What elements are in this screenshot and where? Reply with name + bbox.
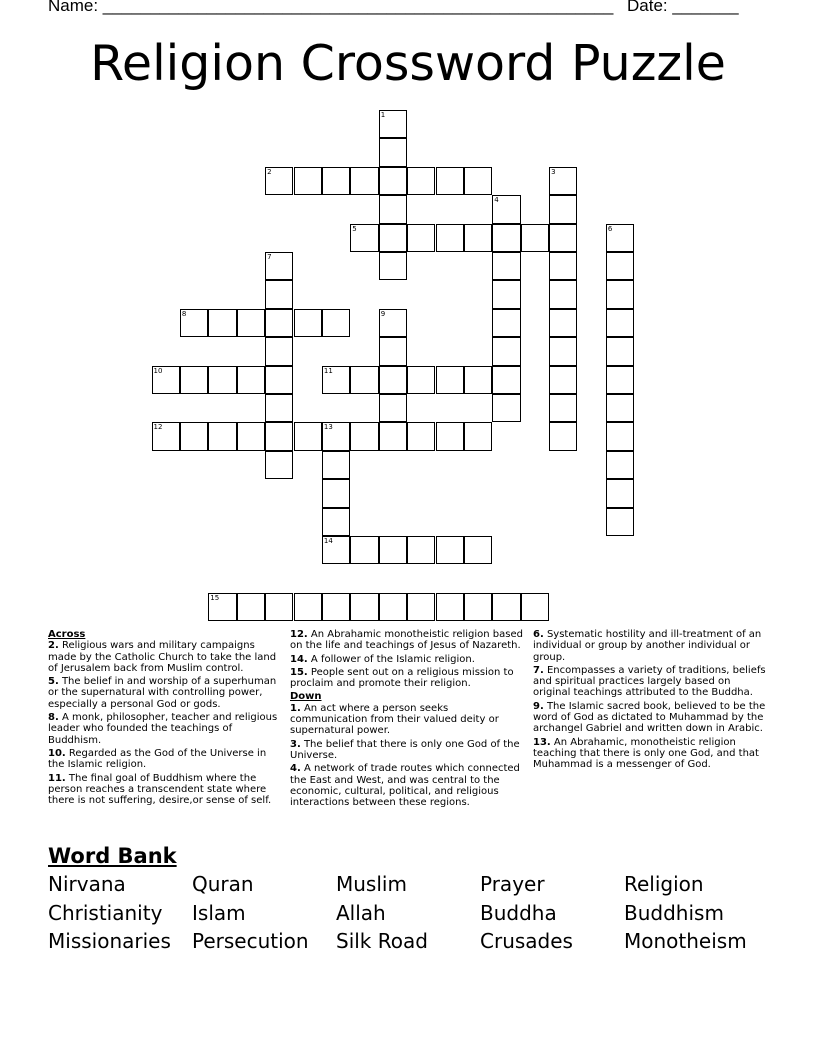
crossword-cell[interactable] [379,224,407,252]
crossword-cell[interactable] [606,451,634,479]
crossword-cell[interactable] [237,366,265,394]
crossword-cell[interactable] [180,309,208,337]
word-bank-item: Persecution [192,929,309,954]
clues-column-2 [290,629,526,810]
clue-across-10: 10. Regarded as the God of the Universe in the Islamic religion. [48,747,267,771]
word-bank-item: Buddhism [624,900,724,925]
word-bank-item: Buddha [480,900,557,925]
clues-column-3 [533,629,769,773]
crossword-cell[interactable] [322,422,350,450]
crossword-cell[interactable] [237,422,265,450]
crossword-cell[interactable] [407,593,435,621]
crossword-cell[interactable] [606,366,634,394]
cell-number: 14 [323,537,333,545]
crossword-cell[interactable] [436,422,464,450]
clue-across-5: 5. The belief in and worship of a superhuman or the supernatural with controlling power, especially a personal God or gods. [48,676,277,710]
across-heading: Across [48,629,86,640]
clues-column-1 [48,629,284,808]
crossword-cell[interactable] [606,394,634,422]
crossword-cell[interactable] [322,366,350,394]
crossword-cell[interactable] [606,479,634,507]
cell-number: 13 [323,423,333,432]
crossword-cell[interactable] [265,309,293,337]
crossword-cell[interactable] [407,422,435,450]
clue-down-3: 3. The belief that there is only one God of the Universe. [290,738,520,761]
crossword-cell[interactable] [606,309,634,337]
crossword-cell[interactable] [379,366,407,394]
crossword-cell[interactable] [265,167,293,195]
clue-down-4: 4. A network of trade routes which connected the East and West, and was central to the economic, cultural, political, and religious interactions between these regions. [290,763,520,809]
crossword-cell[interactable] [492,195,520,223]
crossword-cell[interactable] [606,224,634,252]
crossword-cell[interactable] [436,593,464,621]
crossword-cell[interactable] [436,167,464,195]
crossword-cell[interactable] [294,422,322,450]
clue-down-7: 7. Encompasses a variety of traditions, beliefs and spiritual practices largely based on original teachings attributed to the Buddha. [533,664,766,699]
crossword-cell[interactable] [379,422,407,450]
crossword-cell[interactable] [350,167,378,195]
crossword-cell[interactable] [407,167,435,195]
crossword-cell[interactable] [464,366,492,394]
cell-number: 7 [267,253,272,261]
crossword-cell[interactable] [322,479,350,507]
clue-across-14: 14. A follower of the Islamic religion. [290,653,475,665]
cell-number: 9 [380,309,386,318]
crossword-cell[interactable] [407,366,435,394]
cell-number: 10 [153,366,163,375]
crossword-cell[interactable] [322,536,350,564]
crossword-cell[interactable] [265,366,293,394]
crossword-cell[interactable] [492,394,520,422]
crossword-cell[interactable] [265,394,293,422]
cell-number: 11 [323,366,333,375]
crossword-cell[interactable] [322,167,350,195]
crossword-cell[interactable] [294,309,322,337]
cell-number: 8 [181,309,187,318]
word-bank-item: Islam [192,900,246,925]
crossword-cell[interactable] [350,422,378,450]
crossword-cell[interactable] [379,536,407,564]
crossword-cell[interactable] [549,366,577,394]
crossword-cell[interactable] [265,422,293,450]
word-bank-item: Monotheism [624,929,747,954]
word-bank-item: Crusades [480,929,573,954]
crossword-cell[interactable] [350,536,378,564]
word-bank-item: Prayer [480,872,545,896]
crossword-cell[interactable] [152,422,180,450]
word-bank-item: Allah [336,900,386,925]
crossword-cell[interactable] [294,167,322,195]
crossword-cell[interactable] [350,224,378,252]
crossword-cell[interactable] [492,280,520,308]
crossword-cell[interactable] [436,536,464,564]
crossword-cell[interactable] [492,224,520,252]
word-bank-item: Religion [624,872,704,896]
crossword-cell[interactable] [492,337,520,365]
clue-down-6: 6. Systematic hostility and ill-treatment of an individual or group by another individual or group. [533,629,762,663]
crossword-cell[interactable] [379,138,407,166]
crossword-cell[interactable] [549,167,577,195]
crossword-cell[interactable] [606,280,634,308]
crossword-cell[interactable] [152,366,180,394]
crossword-cell[interactable] [521,593,549,621]
word-bank-title: Word Bank [48,844,177,868]
crossword-cell[interactable] [322,451,350,479]
clue-across-8: 8. A monk, philosopher, teacher and religious leader who founded the teachings of Buddhism. [48,712,278,746]
clue-across-11: 11. The final goal of Buddhism where the person reaches a transcendent state where there is not suffering, desire,or sense of self. [48,772,272,807]
crossword-cell[interactable] [549,224,577,252]
crossword-cell[interactable] [294,593,322,621]
word-bank-item: Muslim [336,872,407,896]
crossword-cell[interactable] [208,366,236,394]
word-bank-item: Christianity [48,900,163,925]
crossword-cell[interactable] [492,252,520,280]
crossword-cell[interactable] [350,593,378,621]
crossword-cell[interactable] [606,337,634,365]
crossword-cell[interactable] [549,309,577,337]
clue-across-2: 2. Religious wars and military campaigns made by the Catholic Church to take the land of Jerusalem back from Muslim control. [48,640,277,674]
crossword-cell[interactable] [436,224,464,252]
crossword-cell[interactable] [208,309,236,337]
crossword-cell[interactable] [606,422,634,450]
clue-down-9: 9. The Islamic sacred book, believed to be the word of God as dictated to Muhammad by the archangel Gabriel and written down in Arabic. [533,700,766,735]
crossword-cell[interactable] [492,309,520,337]
crossword-cell[interactable] [237,309,265,337]
crossword-cell[interactable] [379,195,407,223]
crossword-cell[interactable] [407,536,435,564]
crossword-cell[interactable] [379,110,407,138]
crossword-cell[interactable] [549,394,577,422]
crossword-cell[interactable] [379,394,407,422]
crossword-cell[interactable] [606,252,634,280]
word-bank-item: Quran [192,872,254,896]
word-bank [48,871,768,955]
crossword-cell[interactable] [265,280,293,308]
down-heading: Down [290,691,322,703]
clue-down-13: 13. An Abrahamic, monotheistic religion teaching that there is only one God, and that Muhammad is a messenger of God. [533,736,759,771]
crossword-cell[interactable] [208,593,236,621]
clue-across-12: 12. An Abrahamic monotheistic religion based on the life and teachings of Jesus of Nazareth. [290,629,523,652]
crossword-cell[interactable] [549,280,577,308]
crossword-cell[interactable] [379,337,407,365]
crossword-cell[interactable] [180,422,208,450]
word-bank-item: Missionaries [48,929,171,954]
cell-number: 3 [551,167,556,176]
crossword-cell[interactable] [265,337,293,365]
crossword-cell[interactable] [265,451,293,479]
crossword-cell[interactable] [237,593,265,621]
crossword-cell[interactable] [492,366,520,394]
cell-number: 15 [210,593,220,602]
clue-across-15: 15. People sent out on a religious mission to proclaim and promote their religion. [290,666,514,690]
cell-number: 4 [494,196,499,205]
crossword-cell[interactable] [549,195,577,223]
crossword-cell[interactable] [606,508,634,536]
crossword-cell[interactable] [180,366,208,394]
name-field: Name: ______________________________________________________ [48,0,614,15]
crossword-cell[interactable] [464,224,492,252]
crossword-cell[interactable] [379,593,407,621]
page-title: Religion Crossword Puzzle [90,35,726,92]
crossword-cell[interactable] [464,167,492,195]
word-bank-item: Silk Road [336,929,428,954]
cell-number: 2 [267,167,272,176]
cell-number: 5 [352,224,357,233]
crossword-cell[interactable] [265,252,293,280]
cell-number: 6 [607,224,613,233]
crossword-cell[interactable] [521,224,549,252]
crossword-cell[interactable] [549,252,577,280]
cell-number: 12 [153,423,163,432]
crossword-cell[interactable] [379,167,407,195]
clue-down-1: 1. An act where a person seeks communication from their valued deity or supernatural power. [290,702,499,737]
crossword-cell[interactable] [464,422,492,450]
date-field: Date: _______ [627,0,739,15]
crossword-cell[interactable] [350,366,378,394]
crossword-cell[interactable] [492,593,520,621]
crossword-cell[interactable] [208,422,236,450]
crossword-cell[interactable] [379,252,407,280]
crossword-cell[interactable] [379,309,407,337]
crossword-cell[interactable] [549,422,577,450]
crossword-cell[interactable] [322,309,350,337]
cell-number: 1 [380,111,386,119]
crossword-cell[interactable] [464,593,492,621]
crossword-cell[interactable] [265,593,293,621]
word-bank-item: Nirvana [48,872,126,896]
crossword-cell[interactable] [322,508,350,536]
crossword-cell[interactable] [549,337,577,365]
crossword-cell[interactable] [436,366,464,394]
crossword-cell[interactable] [407,224,435,252]
crossword-cell[interactable] [464,536,492,564]
crossword-cell[interactable] [322,593,350,621]
